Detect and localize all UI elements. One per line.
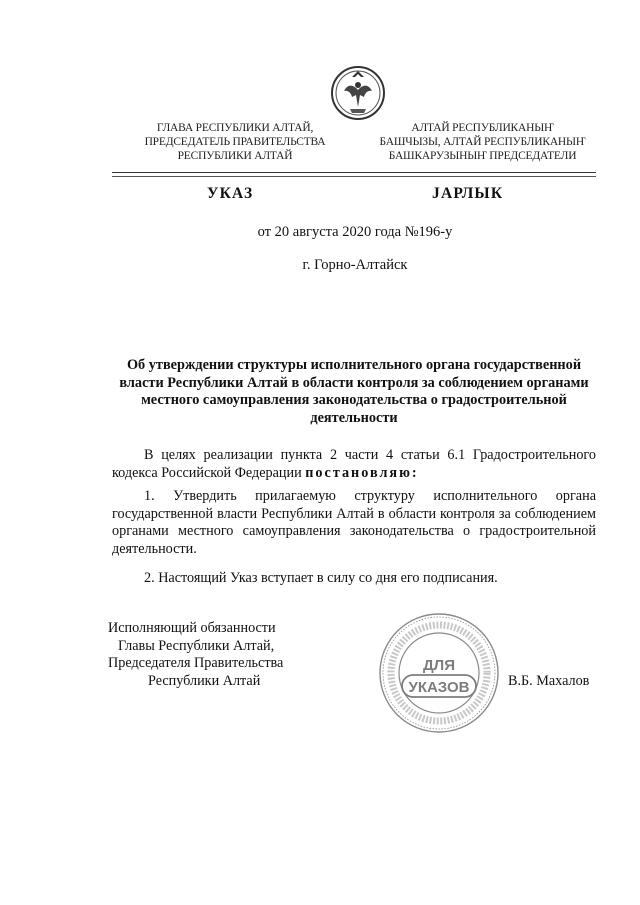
signatory-position [108, 620, 283, 690]
decree-city: г. Горно-Алтайск [302, 257, 408, 273]
signatory-line: Главы Республики Алтай, [118, 637, 275, 654]
issuer-header-altai [355, 121, 610, 163]
issuer-line: БАШКАРУЗЫНЫҤ ПРЕДСЕДАТЕЛИ [388, 150, 577, 162]
official-seal [378, 612, 500, 734]
coat-of-arms-icon [330, 63, 386, 123]
decree-item-1: 1. Утвердить прилагаемую структуру исполнительного органа государственной власти Республики Алтай в области контроля за соблюдением органами местного самоуправления законодательства о градостроительной деятельности. [112, 488, 596, 557]
decree-title-altai: JАРЛЫК [432, 185, 504, 202]
issuer-header-russian [120, 121, 350, 163]
signatory-line: Республики Алтай [148, 672, 261, 689]
preamble-paragraph [112, 447, 596, 482]
header-divider-thin [112, 176, 596, 177]
header-divider [112, 172, 596, 173]
decree-subject: Об утверждении структуры исполнительного органа государственной власти Республики Алтай в области контроля за соблюдением органами местного самоуправления законодательства о градостроительной деятельности [119, 357, 589, 426]
issuer-line: АЛТАЙ РЕСПУБЛИКАНЫҤ [411, 122, 554, 134]
issuer-line: РЕСПУБЛИКИ АЛТАЙ [177, 150, 293, 162]
signatory-line: Исполняющий обязанности [108, 620, 276, 636]
issuer-line: БАШЧЫЗЫ, АЛТАЙ РЕСПУБЛИКАНЫҤ [379, 136, 586, 148]
preamble-text: В целях реализации пункта 2 части 4 статьи 6.1 Градостроительного кодекса Российской Федерации [112, 447, 596, 481]
issuer-line: ГЛАВА РЕСПУБЛИКИ АЛТАЙ, [156, 122, 314, 134]
signatory-name: В.Б. Махалов [508, 673, 590, 689]
decree-title-russian: УКАЗ [207, 185, 254, 202]
seal-text-bottom: УКАЗОВ [408, 679, 470, 696]
seal-text-top: ДЛЯ [423, 657, 455, 674]
decree-date-number: от 20 августа 2020 года №196-у [257, 224, 453, 240]
decree-word: постановляю: [305, 464, 419, 481]
signatory-line: Председателя Правительства [108, 655, 284, 671]
issuer-line: ПРЕДСЕДАТЕЛЬ ПРАВИТЕЛЬСТВА [144, 136, 326, 148]
decree-item-2: 2. Настоящий Указ вступает в силу со дня его подписания. [144, 570, 498, 586]
